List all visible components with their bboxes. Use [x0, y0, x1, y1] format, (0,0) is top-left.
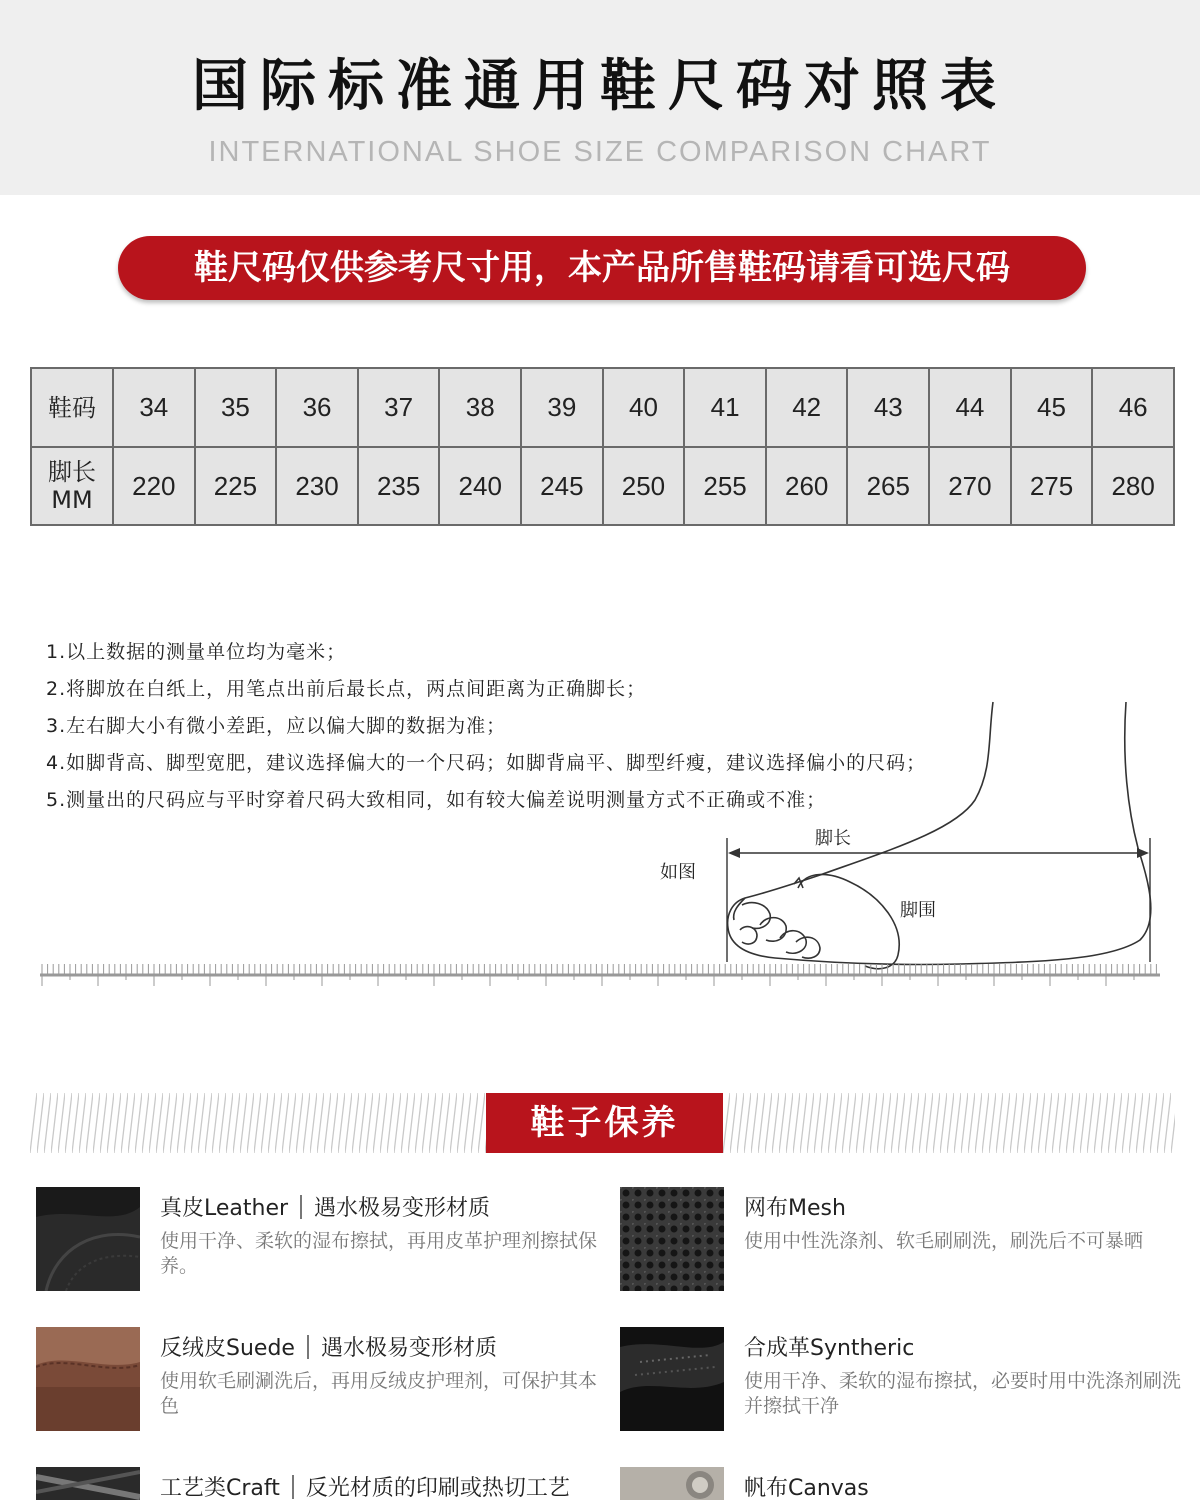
size-cell: 42 — [766, 368, 848, 447]
length-cell: 270 — [929, 447, 1011, 525]
page-subtitle: INTERNATIONAL SHOE SIZE COMPARISON CHART — [208, 136, 992, 168]
care-item-name: 帆布Canvas — [744, 1476, 869, 1500]
row-label-size: 鞋码 — [31, 368, 113, 447]
care-item-canvas — [620, 1467, 1180, 1500]
length-cell: 255 — [684, 447, 766, 525]
length-cell: 240 — [439, 447, 521, 525]
care-item-desc: 使用干净、柔软的湿布擦拭，再用皮革护理剂擦拭保养。 — [160, 1230, 598, 1277]
length-cell: 260 — [766, 447, 848, 525]
divider — [292, 1475, 294, 1499]
row-label-length-unit: MM — [51, 486, 93, 514]
size-cell: 39 — [521, 368, 603, 447]
table-row-sizes — [31, 368, 1174, 447]
suede-swatch — [36, 1327, 140, 1431]
foot-outline — [728, 702, 1151, 969]
size-cell: 38 — [439, 368, 521, 447]
craft-swatch — [36, 1467, 140, 1500]
note-item: 4.如脚背高、脚型宽肥，建议选择偏大的一个尺码；如脚背扁平、脚型纤瘦，建议选择偏小的尺码； — [46, 752, 927, 774]
size-cell: 34 — [113, 368, 195, 447]
length-cell: 220 — [113, 447, 195, 525]
length-cell: 265 — [847, 447, 929, 525]
care-item-mesh — [620, 1187, 1180, 1297]
care-item-name: 反绒皮Suede 遇水极易变形材质 — [160, 1336, 497, 1361]
care-item-leather — [36, 1187, 596, 1297]
ruler — [40, 964, 1160, 986]
synthetic-swatch — [620, 1327, 724, 1431]
care-item-name: 工艺类Craft 反光材质的印刷或热切工艺 — [160, 1476, 570, 1500]
care-item-name: 合成革Syntheric — [744, 1336, 915, 1361]
care-item-craft — [36, 1467, 596, 1500]
note-item: 5.测量出的尺码应与平时穿着尺码大致相同，如有较大偏差说明测量方式不正确或不准； — [46, 789, 827, 811]
divider — [300, 1195, 302, 1219]
row-label-length-cn: 脚长 — [48, 458, 96, 486]
note-item: 3.左右脚大小有微小差距，应以偏大脚的数据为准； — [46, 715, 507, 737]
care-item-name: 网布Mesh — [744, 1196, 846, 1221]
length-cell: 275 — [1011, 447, 1093, 525]
size-cell: 46 — [1092, 368, 1174, 447]
divider — [307, 1335, 309, 1359]
diagram-girth-label: 脚围 — [900, 900, 936, 921]
canvas-swatch — [620, 1467, 724, 1500]
note-item: 1.以上数据的测量单位均为毫米； — [46, 641, 347, 663]
table-row-lengths — [31, 447, 1174, 525]
length-cell: 250 — [603, 447, 685, 525]
care-section-title: 鞋子保养 — [486, 1093, 723, 1153]
size-cell: 40 — [603, 368, 685, 447]
length-cell: 280 — [1092, 447, 1174, 525]
care-item-suede — [36, 1327, 596, 1437]
length-cell: 225 — [195, 447, 277, 525]
size-cell: 36 — [276, 368, 358, 447]
diagram-ref-label: 如图 — [660, 862, 696, 883]
mesh-swatch — [620, 1187, 724, 1291]
page-title: 国际标准通用鞋尺码对照表 — [192, 54, 1008, 119]
foot-measure-diagram — [0, 690, 1200, 1000]
size-cell: 44 — [929, 368, 1011, 447]
size-cell: 43 — [847, 368, 929, 447]
care-item-desc: 使用软毛刷涮洗后，再用反绒皮护理剂，可保护其本色 — [160, 1370, 598, 1417]
length-cell: 245 — [521, 447, 603, 525]
size-notice-banner: 鞋尺码仅供参考尺寸用，本产品所售鞋码请看可选尺码 — [118, 236, 1086, 300]
care-item-synthetic — [620, 1327, 1180, 1437]
row-label-length — [31, 447, 113, 525]
size-cell: 37 — [358, 368, 440, 447]
length-cell: 235 — [358, 447, 440, 525]
header-banner — [0, 0, 1200, 195]
size-cell: 45 — [1011, 368, 1093, 447]
note-item: 2.将脚放在白纸上，用笔点出前后最长点，两点间距离为正确脚长； — [46, 678, 647, 700]
size-cell: 41 — [684, 368, 766, 447]
care-item-desc: 使用中性洗涤剂、软毛刷刷洗，刷洗后不可暴晒 — [744, 1230, 1144, 1252]
size-comparison-table — [30, 367, 1175, 526]
care-item-name: 真皮Leather 遇水极易变形材质 — [160, 1196, 491, 1221]
care-item-desc: 使用干净、柔软的湿布擦拭，必要时用中洗涤剂刷洗并擦拭干净 — [744, 1370, 1182, 1417]
length-cell: 230 — [276, 447, 358, 525]
length-dimension — [727, 838, 1150, 962]
size-cell: 35 — [195, 368, 277, 447]
leather-swatch — [36, 1187, 140, 1291]
diagram-length-label: 脚长 — [815, 828, 851, 849]
